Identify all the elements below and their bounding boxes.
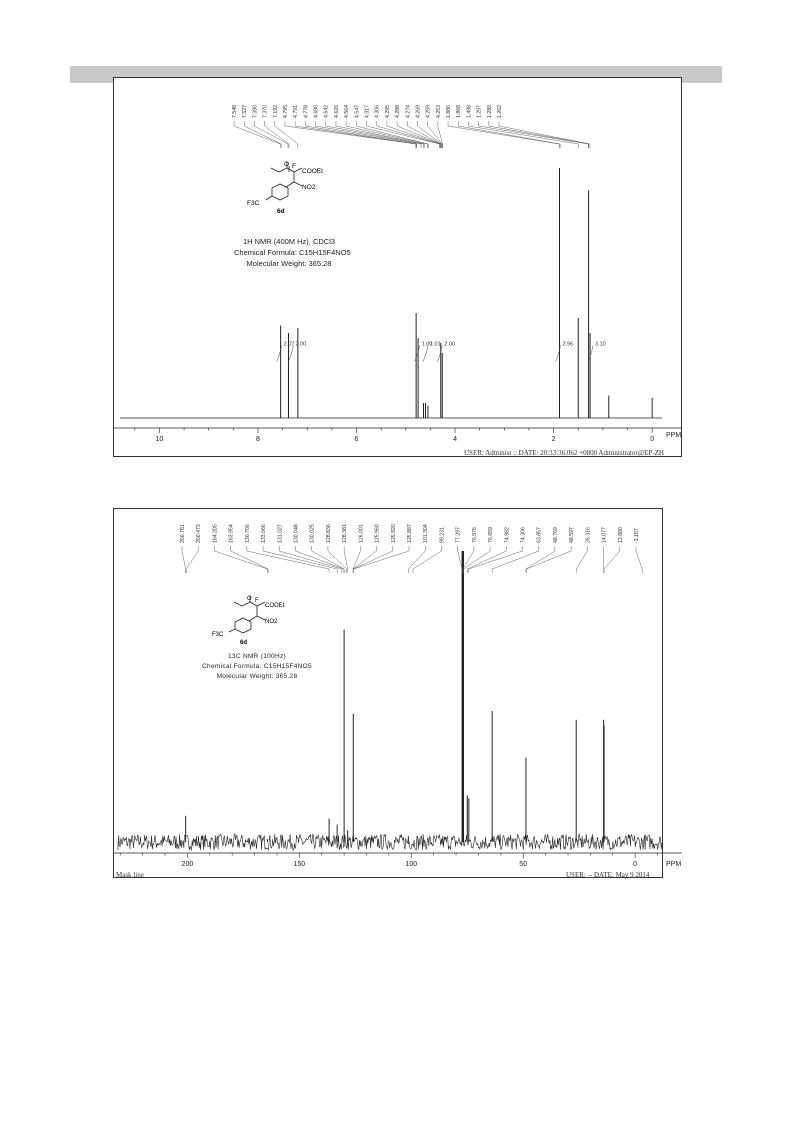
peak-leader-line — [336, 121, 424, 148]
peak-value-label: 4.690 — [313, 105, 320, 118]
peak-value-label: 4.791 — [293, 105, 300, 118]
peak-leader-line — [263, 546, 337, 573]
peak-value-label: 48.597 — [569, 527, 576, 543]
peak-value-label: 48.769 — [552, 527, 559, 543]
x-tick-label: 200 — [181, 861, 194, 868]
integral-label: 2.96 — [562, 341, 574, 348]
peak-leader-line — [458, 121, 560, 148]
peak-leader-line — [636, 546, 642, 573]
peak-value-label: 200.473 — [196, 524, 203, 543]
peak-leader-line — [353, 546, 409, 573]
integral-label: 2.00 — [295, 341, 307, 348]
peak-leader-line — [247, 546, 329, 573]
peak-leader-line — [387, 121, 441, 148]
peak-leader-line — [499, 121, 590, 148]
peak-value-label: 125.960 — [374, 524, 381, 543]
peak-value-label: 63.857 — [536, 527, 543, 543]
x-tick-label: 0 — [633, 861, 638, 868]
x-tick-label: 100 — [405, 861, 418, 868]
svg-text:COOEt: COOEt — [302, 168, 323, 175]
peak-value-label: 4.253 — [435, 105, 442, 118]
peak-value-label: 1.868 — [456, 105, 463, 118]
peak-value-label: 163.954 — [228, 524, 235, 543]
peak-value-label: 101.304 — [423, 524, 430, 543]
svg-text:NO2: NO2 — [265, 619, 278, 625]
peak-leader-line — [526, 546, 571, 573]
x-axis-unit: PPM — [666, 432, 682, 439]
peak-value-label: 1.262 — [497, 105, 503, 118]
peak-leader-line — [408, 546, 425, 573]
h-nmr-footer: USER: Administ :: DATE: 20:33:36.062 +0800 Administrator@EP-ZH — [464, 449, 664, 457]
peak-leader-line — [279, 546, 342, 573]
peak-value-label: 1.289 — [486, 105, 493, 118]
peak-leader-line — [492, 546, 539, 573]
peak-value-label: 74.982 — [504, 527, 511, 543]
integral-label: 1.00 — [421, 341, 433, 348]
peak-value-label: 13.880 — [617, 527, 624, 543]
c-nmr-spectrum-chart — [114, 509, 682, 877]
peak-value-label: 133.066 — [261, 524, 268, 543]
peak-leader-line — [353, 546, 376, 573]
peak-leader-line — [182, 546, 186, 573]
integral-curve — [437, 346, 442, 362]
peak-value-label: 77.297 — [455, 527, 462, 543]
svg-text:O: O — [247, 596, 252, 602]
peak-value-label: 4.295 — [384, 105, 391, 118]
c-nmr-label: 13C NMR (100Hz) — [228, 653, 286, 660]
peak-value-label: 4.564 — [344, 105, 351, 118]
peak-leader-line — [231, 546, 268, 573]
x-axis-unit: PPM — [666, 861, 682, 868]
c-nmr-footer-left: Mask line — [116, 871, 144, 879]
peak-value-label: 74.306 — [520, 527, 527, 543]
peak-value-label: 4.795 — [282, 105, 289, 118]
peak-leader-line — [254, 121, 288, 148]
peak-value-label: 125.920 — [390, 524, 397, 543]
peak-value-label: 200.781 — [180, 524, 186, 543]
peak-leader-line — [576, 546, 587, 573]
svg-text:F3C: F3C — [212, 632, 224, 638]
integral-label: 2.07 — [283, 341, 295, 348]
peak-leader-line — [467, 546, 506, 573]
peak-leader-line — [604, 546, 620, 573]
h-nmr-mol-weight: Molecular Weight: 365.28 — [246, 259, 332, 268]
peak-leader-line — [489, 121, 589, 148]
peak-value-label: 7.192 — [272, 105, 279, 118]
x-tick-label: 10 — [155, 436, 164, 443]
peak-value-label: 7.370 — [262, 105, 269, 118]
peak-value-label: 4.778 — [303, 105, 310, 118]
peak-leader-line — [353, 546, 393, 573]
peak-value-label: 130.025 — [309, 524, 316, 543]
peak-leader-line — [344, 546, 348, 573]
peak-value-label: 130.048 — [293, 524, 300, 543]
svg-text:COOEt: COOEt — [265, 603, 285, 609]
peak-leader-line — [479, 121, 589, 148]
svg-text:6d: 6d — [277, 208, 285, 215]
peak-value-label: 1.886 — [446, 105, 453, 118]
peak-value-label: -3.157 — [634, 528, 640, 543]
c-nmr-structure — [202, 596, 312, 656]
c-nmr-spectrum-panel — [113, 508, 682, 878]
svg-text:6d: 6d — [240, 640, 248, 646]
h-nmr-formula: Chemical Formula: C15H15F4NO5 — [234, 248, 351, 257]
x-tick-label: 4 — [453, 436, 458, 443]
peak-leader-line — [463, 546, 474, 573]
peak-value-label: 128.381 — [342, 524, 349, 543]
integral-curve — [415, 346, 420, 362]
peak-value-label: 4.306 — [374, 105, 381, 118]
peak-leader-line — [186, 546, 198, 573]
peak-leader-line — [275, 121, 298, 148]
integral-curve — [288, 346, 293, 362]
peak-value-label: 7.390 — [252, 105, 259, 118]
integral-curve — [423, 346, 428, 362]
h-nmr-structure — [232, 162, 352, 232]
x-tick-label: 2 — [551, 436, 556, 443]
peak-leader-line — [468, 121, 578, 148]
integral-label: 3.10 — [595, 341, 606, 348]
peak-value-label: 136.706 — [244, 524, 251, 543]
peak-value-label: 164.205 — [212, 524, 219, 543]
c-nmr-formula: Chemical Formula: C15H15F4NO5 — [202, 663, 312, 670]
svg-text:F3C: F3C — [247, 200, 260, 207]
c-nmr-mol-weight: Molecular Weight: 365.28 — [216, 673, 298, 680]
peak-leader-line — [234, 121, 280, 148]
peak-leader-line — [214, 546, 267, 573]
peak-value-label: 4.317 — [364, 105, 371, 118]
peak-value-label: 7.527 — [242, 105, 249, 118]
peak-value-label: 76.659 — [488, 527, 495, 543]
peak-value-label: 4.626 — [333, 105, 340, 118]
svg-text:F: F — [255, 598, 259, 604]
x-tick-label: 150 — [293, 861, 306, 868]
peak-leader-line — [295, 121, 416, 148]
peak-leader-line — [469, 546, 523, 573]
peak-value-label: 4.288 — [395, 105, 402, 118]
peak-value-label: 14.077 — [601, 527, 608, 543]
svg-text:O: O — [284, 161, 290, 168]
peak-value-label: 4.642 — [323, 105, 330, 118]
svg-text:F: F — [292, 163, 296, 170]
h-nmr-label: 1H NMR (400M Hz), CDCl3 — [242, 237, 336, 246]
peak-value-label: 128.836 — [325, 524, 332, 543]
peak-leader-line — [244, 121, 281, 148]
peak-value-label: 4.274 — [405, 105, 412, 118]
peak-leader-line — [285, 121, 416, 148]
peak-leader-line — [458, 546, 462, 573]
h-nmr-spectrum-panel — [113, 77, 682, 457]
peak-value-label: 1.498 — [466, 105, 473, 118]
x-tick-label: 6 — [354, 436, 359, 443]
c-nmr-footer: USER: -- DATE: May 9 2014 — [566, 871, 650, 879]
x-tick-label: 0 — [650, 436, 655, 443]
peak-value-label: 1.297 — [476, 105, 483, 118]
peak-value-label: 76.976 — [471, 527, 478, 543]
baseline-noise — [118, 834, 662, 850]
peak-leader-line — [377, 121, 440, 148]
peak-value-label: 4.259 — [425, 105, 432, 118]
integral-label: 2.00 — [444, 341, 455, 348]
peak-value-label: 125.887 — [407, 524, 413, 543]
peak-value-label: 4.547 — [354, 105, 361, 118]
x-tick-label: 8 — [256, 436, 260, 443]
peak-value-label: 99.231 — [439, 527, 446, 543]
peak-value-label: 7.548 — [232, 105, 238, 118]
x-tick-label: 50 — [519, 861, 528, 868]
integral-label: 1.01 — [429, 341, 441, 348]
peak-value-label: 26.316 — [585, 527, 592, 543]
peak-value-label: 126.001 — [358, 524, 365, 543]
peak-leader-line — [326, 121, 424, 148]
svg-text:NO2: NO2 — [302, 184, 316, 191]
peak-value-label: 131.027 — [277, 524, 284, 543]
peak-leader-line — [316, 121, 422, 148]
peak-value-label: 4.269 — [415, 105, 422, 118]
h-nmr-spectrum-chart — [114, 78, 681, 456]
